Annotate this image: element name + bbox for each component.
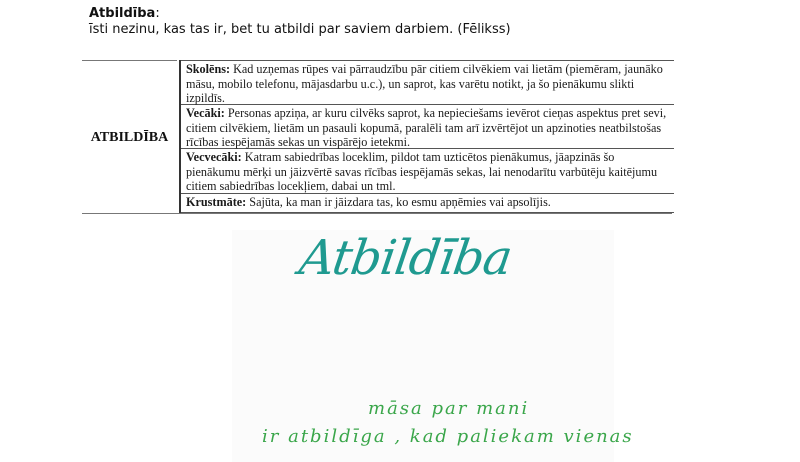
row-label: ATBILDĪBA [82, 60, 177, 214]
definition-entry-godmother [181, 193, 674, 213]
definition-entry-student [181, 60, 674, 104]
definition-entry-parents [181, 104, 674, 148]
entry-text: Kad uzņemas rūpes vai pārraudzību pār citiem cilvēkiem vai lietām (piemēram, jaunāko māsu, mobilo telefonu, mājasdarbu u.c.), un saprot, kas varētu notikt, ja šo pienākumu slikti izpildīs. [186, 62, 663, 106]
entry-text: Katram sabiedrības loceklim, pildot tam uzticētos pienākumus, jāapzinās šo pienākumu mērķi un jāizvērtē savas rīcības iespējamās sekas, lai nenodarītu varbūtēju kaitējumu citiem sabiedrības locekļiem, dabai un tml. [186, 150, 658, 194]
entry-author: Skolēns: [186, 62, 231, 76]
entry-text: Sajūta, ka man ir jāizdara tas, ko esmu apņēmies vai apsolījis. [246, 195, 551, 209]
page-heading [89, 6, 160, 22]
definition-cells [179, 60, 674, 213]
table-bottom-rule [82, 213, 672, 214]
handwritten-line-1: māsa par mani [368, 398, 530, 419]
heading-colon: : [155, 6, 160, 21]
heading-title: Atbildība [89, 6, 156, 21]
entry-author: Krustmāte: [186, 195, 247, 209]
entry-author: Vecvecāki: [186, 150, 242, 164]
definition-entry-grandparents [181, 148, 674, 193]
handwritten-title: Atbildība [296, 230, 515, 286]
quote-line: īsti nezinu, kas tas ir, bet tu atbildi par saviem darbiem. (Fēlikss) [89, 22, 511, 37]
handwritten-line-2: ir atbildīga , kad paliekam vienas [262, 426, 634, 447]
entry-author: Vecāki: [186, 106, 225, 120]
entry-text: Personas apziņa, ar kuru cilvēks saprot, ka nepieciešams ievērot cieņas aspektus pret sevi, citiem cilvēkiem, lietām un pasauli kopumā, paralēli tam arī izvērtējot un apzinoties neatbilstošas rīcības iespējamās sekas un vispārējo ietekmi. [186, 106, 667, 150]
definition-table [82, 60, 672, 215]
